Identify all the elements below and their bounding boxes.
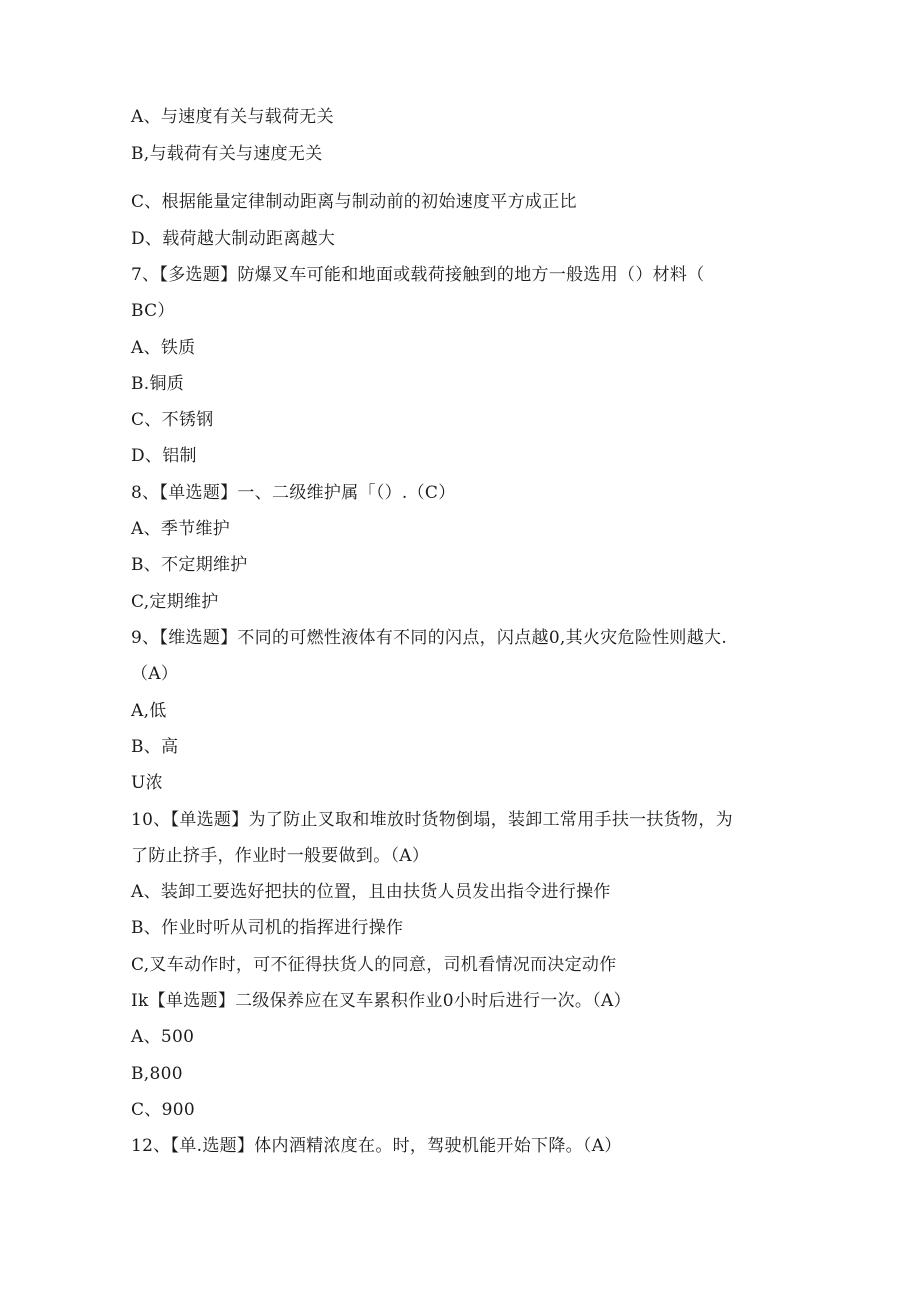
option-line: A、与速度有关与载荷无关: [131, 107, 334, 127]
option-line: A、铁质: [131, 338, 196, 358]
option-line: C,叉车动作时，可不征得扶货人的同意，司机看情况而决定动作: [131, 955, 617, 975]
option-line: C,定期维护: [131, 592, 219, 612]
question-line: 7、【多选题】防爆叉车可能和地面或载荷接触到的地方一般选用（）材料（: [131, 265, 705, 285]
option-line: B,800: [131, 1064, 183, 1084]
option-line: B.铜质: [131, 374, 185, 394]
answer-line: BC）: [131, 301, 175, 321]
option-line: U浓: [131, 773, 163, 793]
option-line: B、作业时听从司机的指挥进行操作: [131, 918, 404, 938]
option-line: B、高: [131, 737, 179, 757]
option-line: A、装卸工要选好把扶的位置，且由扶货人员发出指令进行操作: [131, 882, 611, 902]
option-line: A,低: [131, 701, 167, 721]
option-line: B,与载荷有关与速度无关: [131, 144, 323, 164]
option-line: C、根据能量定律制动距离与制动前的初始速度平方成正比: [131, 192, 577, 212]
option-line: D、铝制: [131, 446, 197, 466]
answer-line: （A）: [131, 664, 179, 684]
option-line: B、不定期维护: [131, 555, 248, 575]
question-line: 10、【单选题】为了防止叉取和堆放时货物倒塌，装卸工常用手扶一扶货物，为: [131, 810, 733, 830]
option-line: A、500: [131, 1027, 195, 1047]
question-line: 12、【单.选题】体内酒精浓度在。时，驾驶机能开始下降。（A）: [131, 1136, 622, 1156]
option-line: A、季节维护: [131, 519, 231, 539]
question-line: Ik【单选题】二级保养应在叉车累积作业0小时后进行一次。（A）: [131, 991, 631, 1011]
option-line: C、900: [131, 1100, 195, 1120]
question-line: 8、【单选题】一、二级维护属「（）.（C）: [131, 483, 456, 503]
question-line: 9、【维选题】不同的可燃性液体有不同的闪点，闪点越0,其火灾危险性则越大.: [131, 628, 728, 648]
question-line: 了防止挤手，作业时一般要做到。（A）: [131, 846, 430, 866]
option-line: D、载荷越大制动距离越大: [131, 229, 336, 249]
option-line: C、不锈钢: [131, 410, 214, 430]
